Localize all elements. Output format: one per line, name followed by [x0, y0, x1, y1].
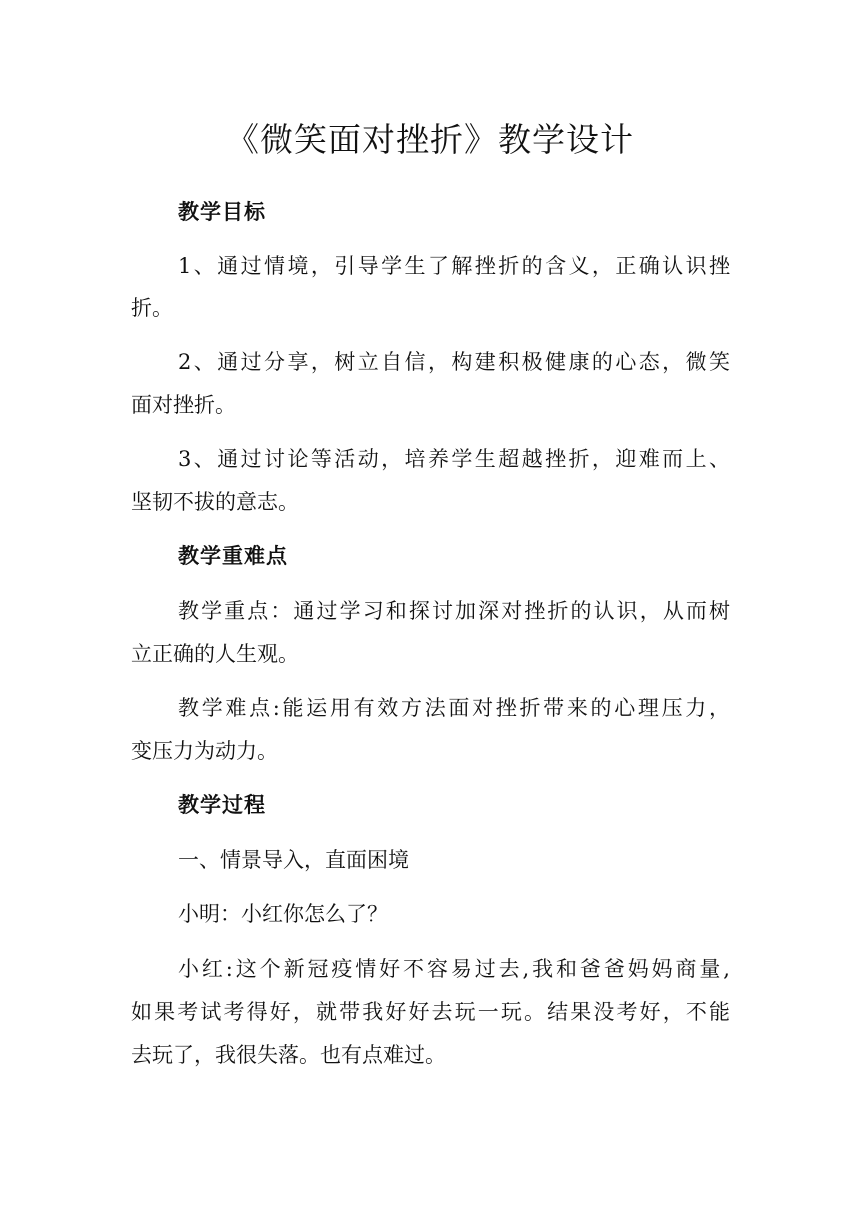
objective-3-line-1: 3、通过讨论等活动，培养学生超越挫折，迎难而上、: [178, 447, 730, 471]
objective-1-line-2: 折。: [131, 296, 173, 320]
step-1-heading: 一、情景导入，直面困境: [178, 848, 409, 872]
dialogue-xiaoming: 小明：小红你怎么了？: [178, 902, 388, 926]
objective-3-line-2: 坚韧不拔的意志。: [131, 490, 299, 514]
objective-2-line-1: 2、通过分享，树立自信，构建积极健康的心态，微笑: [178, 350, 730, 374]
key-point-line-1: 教学重点：通过学习和探讨加深对挫折的认识，从而树: [178, 599, 730, 623]
dialogue-xiaohong-line-3: 去玩了，我很失落。也有点难过。: [131, 1043, 446, 1067]
dialogue-xiaohong-line-2: 如果考试考得好，就带我好好去玩一玩。结果没考好，不能: [131, 1000, 730, 1024]
document-title: 《微笑面对挫折》教学设计: [226, 120, 634, 159]
difficulty-line-1: 教学难点:能运用有效方法面对挫折带来的心理压力，: [178, 696, 730, 720]
objective-2-line-2: 面对挫折。: [131, 393, 236, 417]
section-heading-key-points: 教学重难点: [178, 543, 288, 568]
objective-1-line-1: 1、通过情境，引导学生了解挫折的含义，正确认识挫: [178, 254, 730, 278]
key-point-line-2: 立正确的人生观。: [131, 642, 299, 666]
dialogue-xiaohong-line-1: 小红:这个新冠疫情好不容易过去,我和爸爸妈妈商量,: [178, 957, 730, 981]
section-heading-process: 教学过程: [178, 792, 266, 817]
section-heading-objectives: 教学目标: [178, 199, 266, 224]
difficulty-line-2: 变压力为动力。: [131, 739, 278, 763]
